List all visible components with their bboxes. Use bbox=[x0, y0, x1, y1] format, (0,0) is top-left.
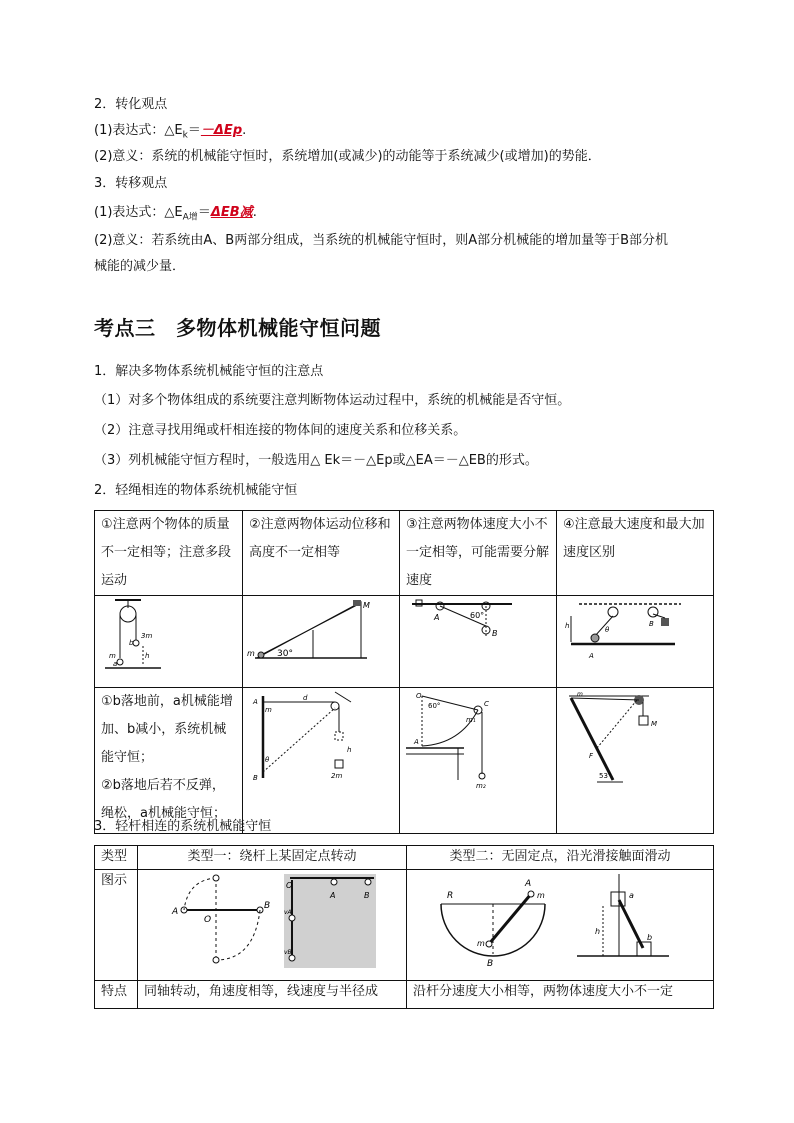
figure-vertical-rod-pulley bbox=[243, 688, 400, 834]
rope-note-b: ②b落地后若不反弹，绳松，a机械能守恒； bbox=[101, 778, 226, 821]
label-O: O bbox=[416, 692, 422, 700]
label-vB: vB bbox=[284, 949, 292, 956]
label-A: A bbox=[253, 698, 258, 706]
label-theta: θ bbox=[605, 626, 610, 634]
answer-blank: ΔEB减 bbox=[210, 205, 253, 220]
section-2-title: 2．转化观点 bbox=[94, 97, 168, 112]
label-M: M bbox=[363, 601, 370, 610]
label-A: A bbox=[589, 652, 594, 660]
rod-header-type2: 类型二：无固定点，沿光滑接触面滑动 bbox=[407, 846, 714, 870]
label-B: B bbox=[264, 901, 271, 911]
rope-col-4: ④注意最大速度和最大加速度区别 bbox=[557, 511, 714, 596]
label-F: F bbox=[589, 752, 594, 760]
rod-header-type1: 类型一：绕杆上某固定点转动 bbox=[138, 846, 407, 870]
rod-row-figure-label: 图示 bbox=[95, 870, 138, 981]
label-R: R bbox=[447, 891, 454, 901]
figure-slider-pulley bbox=[557, 596, 714, 688]
rope-col-3: ③注意两物体速度大小不一定相等，可能需要分解速度 bbox=[400, 511, 557, 596]
label-theta: θ bbox=[265, 756, 270, 764]
rod-feature-2: 沿杆分速度大小相等，两物体速度大小不一定 bbox=[407, 981, 714, 1009]
figure-rod-sliding bbox=[407, 870, 714, 981]
label-m: m bbox=[477, 939, 485, 948]
figure-rod-53 bbox=[557, 688, 714, 834]
label-3m: 3m bbox=[141, 632, 153, 640]
label-h: h bbox=[145, 652, 150, 660]
label-O: O bbox=[286, 881, 293, 890]
label-a: a bbox=[113, 660, 118, 668]
rod-section-title: 3．轻杆相连的系统机械能守恒 bbox=[94, 819, 272, 834]
label-m1: m₁ bbox=[466, 716, 476, 724]
label-2m: 2m bbox=[331, 772, 343, 780]
rope-section-title: 2．轻绳相连的物体系统机械能守恒 bbox=[94, 483, 298, 498]
label-A: A bbox=[414, 738, 419, 746]
label-m: m bbox=[265, 706, 272, 714]
section-3-title: 3．转移观点 bbox=[94, 176, 168, 191]
label-m: m bbox=[537, 891, 545, 900]
rod-row-feature-label: 特点 bbox=[95, 981, 138, 1009]
label-B: B bbox=[253, 774, 258, 782]
notes-item-2: （2）注意寻找用绳或杆相连接的物体间的速度关系和位移关系。 bbox=[94, 423, 467, 438]
label-d: d bbox=[303, 694, 308, 702]
label-m: m bbox=[577, 691, 583, 698]
label-b: b bbox=[647, 933, 653, 942]
rope-table bbox=[94, 510, 714, 834]
label-O: O bbox=[204, 915, 212, 925]
label-h: h bbox=[347, 746, 352, 754]
notes-item-1: （1）对多个物体组成的系统要注意判断物体运动过程中，系统的机械能是否守恒。 bbox=[94, 393, 571, 408]
notes-title: 1．解决多物体系统机械能守恒的注意点 bbox=[94, 364, 324, 379]
figure-bowl-edge bbox=[400, 688, 557, 834]
label-B: B bbox=[649, 620, 654, 628]
figure-rod-rotation bbox=[138, 870, 407, 981]
rod-feature-1: 同轴转动，角速度相等，线速度与半径成 bbox=[138, 981, 407, 1009]
label-C: C bbox=[484, 700, 489, 708]
label-m2: m₂ bbox=[476, 782, 486, 790]
label-h: h bbox=[565, 622, 570, 630]
answer-blank: －ΔEp bbox=[200, 123, 243, 138]
rod-header-type: 类型 bbox=[95, 846, 138, 870]
label-B: B bbox=[492, 629, 498, 638]
label-b: b bbox=[129, 639, 134, 647]
label-A: A bbox=[525, 879, 532, 889]
figure-pulley-masses bbox=[95, 596, 243, 688]
rope-col-2: ②注意两物体运动位移和高度不一定相等 bbox=[243, 511, 400, 596]
label-a: a bbox=[629, 891, 634, 900]
label-A: A bbox=[172, 907, 179, 917]
label-A: A bbox=[434, 613, 440, 622]
label-A: A bbox=[330, 891, 336, 900]
label-angle-30: 30° bbox=[277, 649, 293, 659]
section-3-meaning-line1: (2)意义：若系统由A、B两部分组成，当系统的机械能守恒时，则A部分机械能的增加量等于B部分机 bbox=[94, 233, 669, 248]
label-B: B bbox=[487, 959, 494, 969]
figure-incline-pulley bbox=[243, 596, 400, 688]
figure-hanging-60 bbox=[400, 596, 557, 688]
rope-notes-cell bbox=[95, 688, 243, 834]
section-3-expression: (1)表达式：$\triangle E_{A增}=\Delta EB$减. bbox=[94, 205, 257, 223]
section-2-meaning: (2)意义：系统的机械能守恒时，系统增加(或减少)的动能等于系统减少(或增加)的势能． bbox=[94, 149, 601, 164]
section-heading: 考点三 多物体机械能守恒问题 bbox=[94, 316, 381, 340]
label-m: m bbox=[247, 649, 255, 658]
label-angle-60: 60° bbox=[470, 611, 485, 620]
label-B: B bbox=[364, 891, 370, 900]
rope-note-a: ①b落地前，a机械能增加、b减小，系统机械能守恒； bbox=[101, 694, 233, 765]
notes-item-3: （3）列机械能守恒方程时，一般选用△ Ek＝－△Ep或△EA＝－△EB的形式。 bbox=[94, 453, 538, 468]
label-h: h bbox=[595, 927, 601, 936]
label-angle-60: 60° bbox=[428, 702, 441, 710]
label-angle-53: 53° bbox=[599, 772, 612, 780]
section-3-meaning-line2: 械能的减少量． bbox=[94, 259, 186, 274]
rod-table bbox=[94, 845, 714, 1009]
section-2-expression: (1)表达式：$\triangle E_k=-\Delta Ep$. bbox=[94, 123, 247, 141]
label-m: m bbox=[109, 652, 116, 660]
rope-col-1: ①注意两个物体的质量不一定相等；注意多段运动 bbox=[95, 511, 243, 596]
label-vA: vA bbox=[284, 909, 292, 916]
label-M: M bbox=[651, 720, 658, 728]
